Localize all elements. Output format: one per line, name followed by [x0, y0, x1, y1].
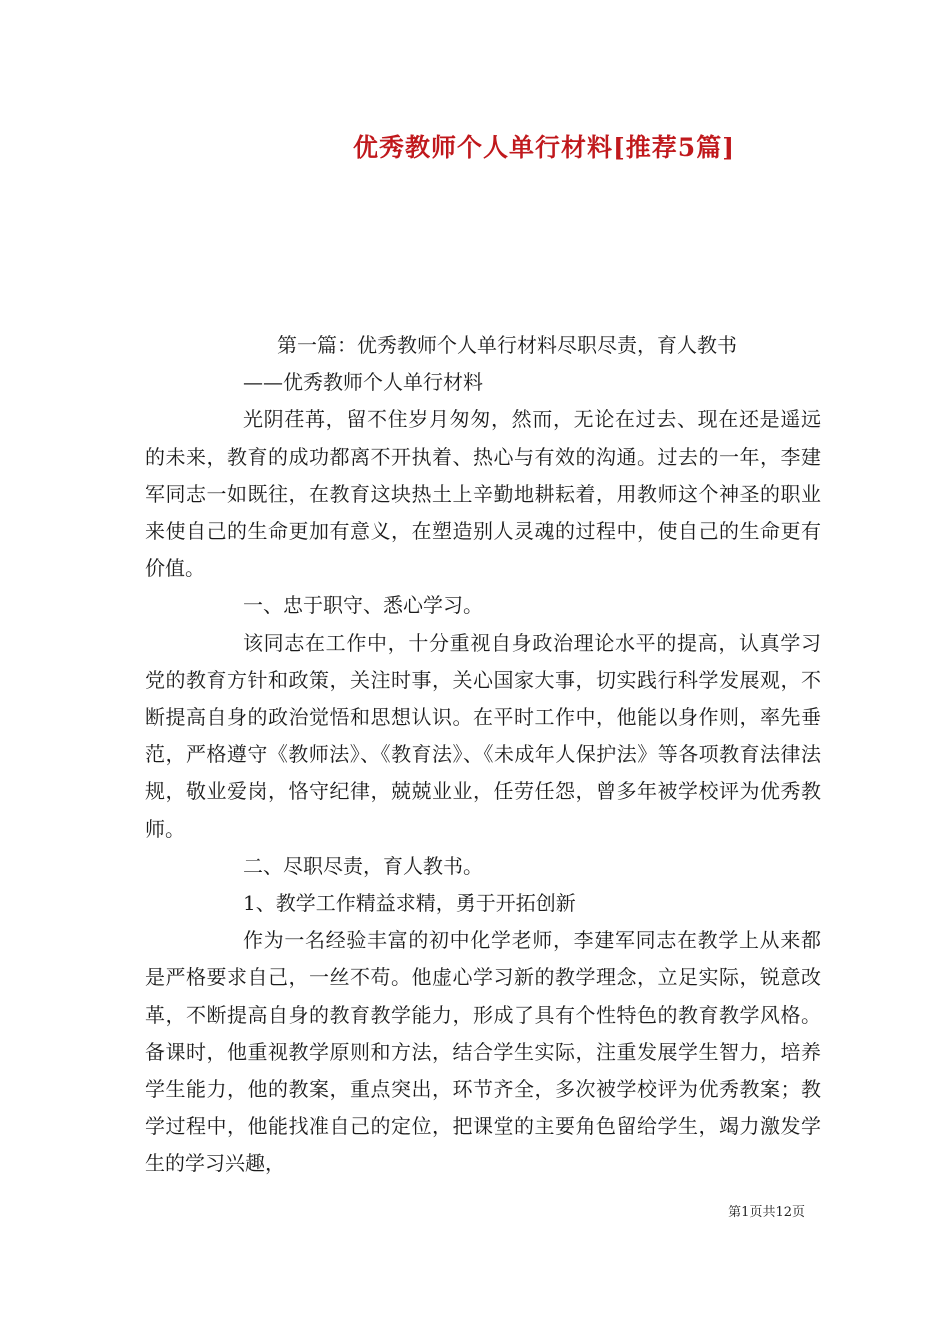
paragraph: 该同志在工作中，十分重视自身政治理论水平的提高，认真学习党的教育方针和政策，关注时事，关心国家大事，切实践行科学发展观，不断提高自身的政治觉悟和思想认识。在平时工作中，他能以身作则，率先垂范，严格遵守《教师法》、《教育法》、《未成年人保护法》等各项教育法律法规，敬业爱岗，恪守纪律，兢兢业业，任劳任怨，曾多年被学校评为优秀教师。 [145, 630, 821, 841]
page-number: 第1页共12页 [728, 1205, 805, 1220]
paragraph: 作为一名经验丰富的初中化学老师，李建军同志在教学上从来都是严格要求自己，一丝不苟。他虚心学习新的教学理念，立足实际，锐意改革，不断提高自身的教育教学能力，形成了具有个性特色的教育教学风格。备课时，他重视教学原则和方法，结合学生实际，注重发展学生智力，培养学生能力，他的教案，重点突出，环节齐全，多次被学校评为优秀教案；教学过程中，他能找准自己的定位，把课堂的主要角色留给学生，竭力激发学生的学习兴趣， [145, 928, 821, 1176]
document-title: 优秀教师个人单行材料[推荐5篇] [352, 133, 736, 162]
section-subheading: ——优秀教师个人单行材料 [243, 370, 483, 395]
document-body [145, 327, 821, 1183]
paragraph: 二、尽职尽责，育人教书。 [243, 853, 483, 878]
paragraph: 1、教学工作精益求精，勇于开拓创新 [243, 891, 576, 916]
paragraph: 光阴荏苒，留不住岁月匆匆，然而，无论在过去、现在还是遥远的未来，教育的成功都离不开执着、热心与有效的沟通。过去的一年，李建军同志一如既往，在教育这块热土上辛勤地耕耘着，用教师这个神圣的职业来使自己的生命更加有意义，在塑造别人灵魂的过程中，使自己的生命更有价值。 [145, 407, 821, 581]
section-heading: 第一篇：优秀教师个人单行材料尽职尽责，育人教书 [277, 333, 737, 357]
paragraph: 一、忠于职守、悉心学习。 [243, 593, 483, 618]
